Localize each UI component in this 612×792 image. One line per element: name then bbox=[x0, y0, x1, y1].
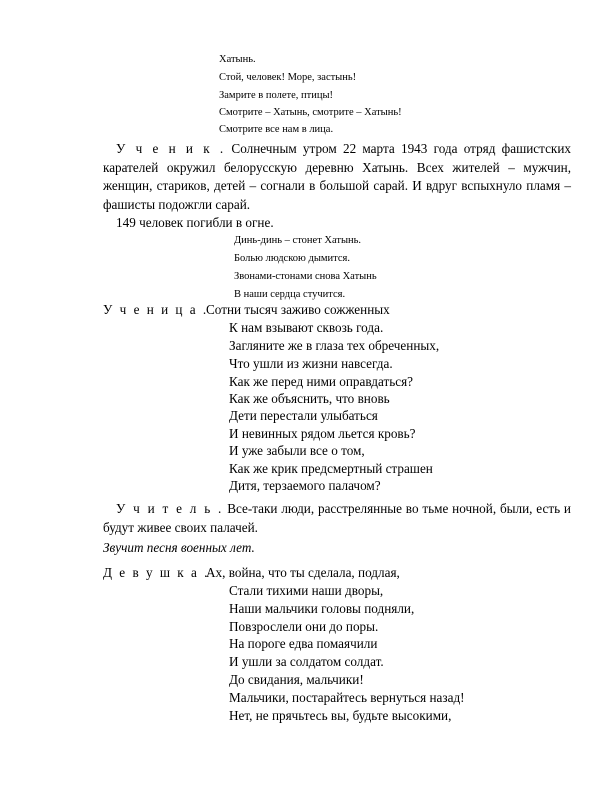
verse-line: На пороге едва помаячили bbox=[229, 636, 378, 651]
epigraph-line: Стой, человек! Море, застынь! bbox=[219, 72, 357, 83]
verse-line: Как же объяснить, что вновь bbox=[229, 391, 390, 406]
verse-line: И невинных рядом льется кровь? bbox=[229, 426, 416, 441]
speaker-student-male: У ч е н и к . bbox=[116, 141, 226, 156]
verse-line: Ах, война, что ты сделала, подлая, bbox=[206, 565, 400, 580]
poem-line: Болью людскою дымится. bbox=[234, 253, 350, 264]
speaker-girl: Д е в у ш к а . bbox=[103, 565, 210, 580]
teacher-paragraph bbox=[103, 500, 571, 537]
student-male-text: Солнечным утром 22 марта 1943 года отряд фашистских карателей окружил белорусскую деревню Хатынь. Всех жителей – мужчин, женщин, стариков, детей – согнали в большой сарай. И вдруг вспыхнуло пламя – фашисты подожгли сарай. bbox=[103, 141, 571, 212]
verse-line: Как же крик предсмертный страшен bbox=[229, 461, 433, 476]
verse-line: И уже забыли все о том, bbox=[229, 443, 365, 458]
verse-line: Стали тихими наши дворы, bbox=[229, 583, 384, 598]
speaker-teacher: У ч и т е л ь . bbox=[116, 501, 224, 516]
verse-line: До свидания, мальчики! bbox=[229, 672, 364, 687]
verse-line: Дитя, терзаемого палачом? bbox=[229, 478, 381, 493]
verse-line: К нам взывают сквозь года. bbox=[229, 320, 384, 335]
verse-line: Мальчики, постарайтесь вернуться назад! bbox=[229, 690, 465, 705]
verse-line: Нет, не прячьтесь вы, будьте высокими, bbox=[229, 708, 452, 723]
student-male-line2: 149 человек погибли в огне. bbox=[116, 215, 274, 230]
poem-line: Динь-динь – стонет Хатынь. bbox=[234, 235, 362, 246]
verse-line: Что ушли из жизни навсегда. bbox=[229, 356, 393, 371]
epigraph-line: Хатынь. bbox=[219, 54, 256, 65]
stage-direction: Звучит песня военных лет. bbox=[103, 540, 255, 555]
verse-line: Загляните же в глаза тех обреченных, bbox=[229, 338, 440, 353]
speaker-student-female: У ч е н и ц а . bbox=[103, 302, 209, 317]
verse-line: Сотни тысяч заживо сожженных bbox=[206, 302, 390, 317]
verse-line: Повзрослели они до поры. bbox=[229, 619, 379, 634]
verse-line: Как же перед ними оправдаться? bbox=[229, 374, 414, 389]
epigraph-line: Замрите в полете, птицы! bbox=[219, 90, 334, 101]
verse-line: Дети перестали улыбаться bbox=[229, 408, 378, 423]
verse-line: И ушли за солдатом солдат. bbox=[229, 654, 384, 669]
epigraph-line: Смотрите все нам в лица. bbox=[219, 124, 334, 135]
student-male-paragraph bbox=[103, 140, 571, 233]
verse-line: Наши мальчики головы подняли, bbox=[229, 601, 415, 616]
teacher-text: Все-таки люди, расстрелянные во тьме ночной, были, есть и будут живее своих палачей. bbox=[103, 501, 571, 535]
poem-line: Звонами-стонами снова Хатынь bbox=[234, 271, 377, 282]
epigraph-line: Смотрите – Хатынь, смотрите – Хатынь! bbox=[219, 107, 402, 118]
poem-line: В наши сердца стучится. bbox=[234, 289, 346, 300]
